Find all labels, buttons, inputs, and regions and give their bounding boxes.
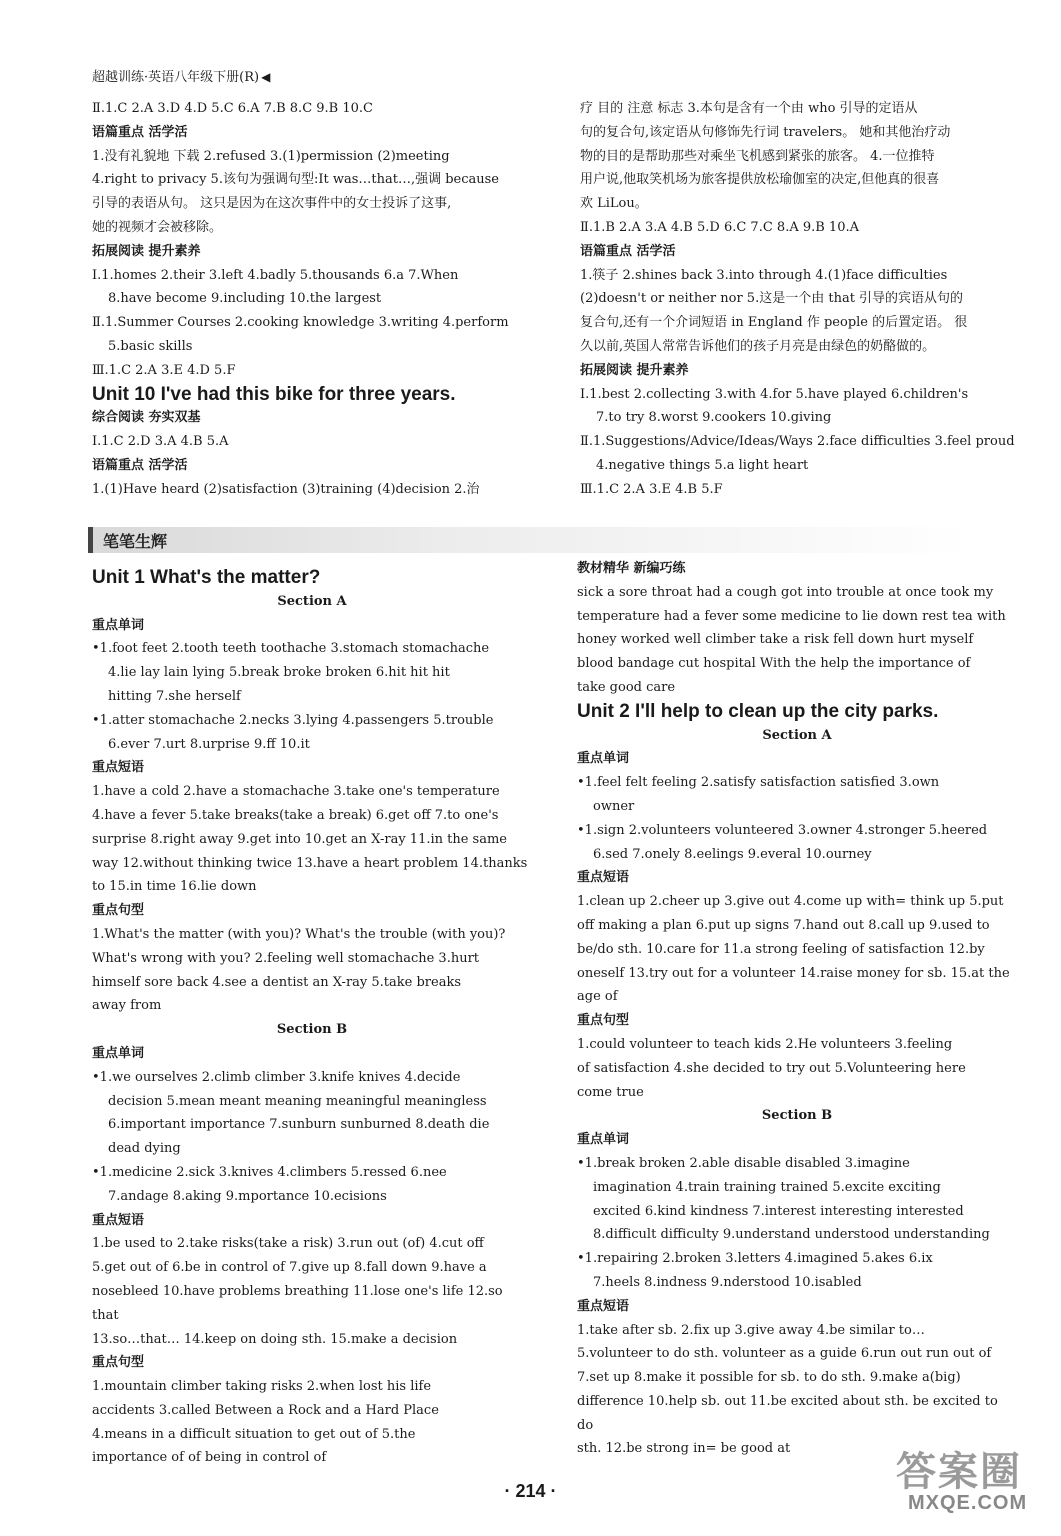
answer-line: 4.have a fever 5.take breaks(take a break) 6.get off 7.to one's [92, 807, 499, 823]
watermark-logo [888, 1440, 1038, 1522]
answer-line: take good care [577, 679, 676, 695]
answer-line: Ⅱ.1.C 2.A 3.D 4.D 5.C 6.A 7.B 8.C 9.B 10.C [92, 101, 373, 116]
section-label: Section A [762, 727, 832, 743]
answer-line: •1.feel felt feeling 2.satisfy satisfaction satisfied 3.own [577, 775, 940, 791]
page-number: · 214 · [504, 1481, 557, 1501]
answer-line: 物的目的是帮助那些对乘坐飞机感到紧张的旅客。 4.一位推特 [580, 148, 935, 164]
section-heading: 语篇重点 活学活 [580, 243, 676, 259]
answer-line: 1.be used to 2.take risks(take a risk) 3.run out (of) 4.cut off [92, 1236, 484, 1252]
answer-line: 句的复合句,该定语从句修饰先行词 travelers。 她和其他治疗动 [580, 124, 951, 140]
answer-line: of satisfaction 4.she decided to try out 5.Volunteering here [577, 1060, 966, 1076]
answer-line: 13.so…that… 14.keep on doing sth. 15.make a decision [92, 1331, 458, 1347]
answer-line: Ⅰ.1.C 2.D 3.A 4.B 5.A [92, 434, 229, 450]
answer-line: excited 6.kind kindness 7.interest interesting interested [593, 1203, 964, 1219]
answer-line: 1.have a cold 2.have a stomachache 3.take one's temperature [92, 784, 500, 800]
answer-line: 5.basic skills [108, 338, 193, 354]
answer-line: to 15.in time 16.lie down [92, 879, 257, 895]
answer-line: Ⅱ.1.Summer Courses 2.cooking knowledge 3.writing 4.perform [92, 315, 509, 331]
answer-line: surprise 8.right away 9.get into 10.get an X-ray 11.in the same [92, 831, 507, 847]
section-heading: 拓展阅读 提升素养 [580, 362, 689, 378]
answer-line: Ⅰ.1.best 2.collecting 3.with 4.for 5.have played 6.children's [580, 386, 969, 402]
answers-top-right-column [580, 97, 1020, 502]
answer-line: •1.we ourselves 2.climb climber 3.knife knives 4.decide [92, 1069, 461, 1085]
answer-line: 4.lie lay lain lying 5.break broke broken 6.hit hit hit [108, 665, 450, 681]
answer-line: accidents 3.called Between a Rock and a Hard Place [92, 1402, 439, 1418]
answer-line: way 12.without thinking twice 13.have a heart problem 14.thanks [92, 855, 528, 871]
section-banner-title: 笔笔生辉 [103, 532, 168, 551]
answer-line: nosebleed 10.have problems breathing 11.lose one's life 12.so that [92, 1283, 503, 1323]
answer-line: •1.foot feet 2.tooth teeth toothache 3.stomach stomachache [92, 641, 490, 657]
answer-line: •1.sign 2.volunteers volunteered 3.owner 4.stronger 5.heered [577, 822, 988, 838]
answer-line: 1.could volunteer to teach kids 2.He volunteers 3.feeling [577, 1036, 953, 1052]
unit-title: Unit 2 I'll help to clean up the city parks. [577, 700, 939, 722]
answers-bottom-right-column [577, 557, 1017, 1461]
section-heading: 重点短语 [577, 870, 630, 886]
answer-line: •1.break broken 2.able disable disabled 3.imagine [577, 1155, 910, 1171]
section-heading: 重点句型 [92, 903, 145, 919]
section-heading: 综合阅读 夯实双基 [92, 410, 201, 426]
section-heading: 重点单词 [92, 617, 145, 633]
answer-line: 6.important importance 7.sunburn sunburned 8.death die [108, 1117, 490, 1133]
section-heading: 重点短语 [92, 1212, 145, 1228]
answer-line: 1.take after sb. 2.fix up 3.give away 4.be similar to… [577, 1322, 925, 1338]
answer-line: 她的视频才会被移除。 [92, 219, 223, 235]
answer-line: 欢 LiLou。 [580, 196, 648, 212]
answer-line: •1.medicine 2.sick 3.knives 4.climbers 5.ressed 6.nee [92, 1164, 447, 1180]
answer-line: 7.heels 8.indness 9.nderstood 10.isabled [593, 1274, 862, 1290]
header-title: 超越训练·英语八年级下册(R) [92, 70, 260, 85]
answer-line: 4.right to privacy 5.该句为强调句型:It was…that…,强调 because [92, 172, 499, 188]
answer-line: 复合句,还有一个介词短语 in England 作 people 的后置定语。 很 [580, 315, 968, 331]
answer-line: oneself 13.try out for a volunteer 14.raise money for sb. 15.at the [577, 965, 1010, 981]
answer-line: dead dying [108, 1141, 181, 1157]
answers-bottom-left-column [92, 566, 532, 1470]
unit-title: Unit 10 I've had this bike for three years. [92, 383, 456, 405]
section-heading: 教材精华 新编巧练 [577, 561, 686, 576]
section-label: Section B [761, 1108, 833, 1124]
answer-line: What's wrong with you? 2.feeling well stomachache 3.hurt [92, 950, 480, 966]
answer-line: blood bandage cut hospital With the help the importance of [577, 656, 971, 672]
answer-line: himself sore back 4.see a dentist an X-ray 5.take breaks [92, 974, 461, 990]
answer-line: 1.(1)Have heard (2)satisfaction (3)training (4)decision 2.治 [92, 481, 480, 497]
answer-line: Ⅱ.1.B 2.A 3.A 4.B 5.D 6.C 7.C 8.A 9.B 10.A [580, 219, 859, 235]
section-label: Section B [276, 1022, 348, 1038]
section-heading: 重点短语 [577, 1298, 630, 1314]
answer-line: difference 10.help sb. out 11.be excited about sth. be excited to do [577, 1393, 998, 1433]
answer-line: 8.difficult difficulty 9.understand understood understanding [593, 1227, 990, 1243]
answer-line: be/do sth. 10.care for 11.a strong feeling of satisfaction 12.by [577, 941, 985, 957]
answer-line: importance of of being in control of [92, 1450, 327, 1466]
section-heading: 语篇重点 活学活 [92, 124, 188, 140]
answer-line: off making a plan 6.put up signs 7.hand out 8.call up 9.used to [577, 917, 990, 933]
answer-line: Ⅲ.1.C 2.A 3.E 4.B 5.F [580, 481, 723, 497]
answer-line: 1.What's the matter (with you)? What's the trouble (with you)? [92, 926, 506, 942]
section-heading: 重点句型 [577, 1013, 630, 1029]
section-heading: 重点短语 [92, 760, 145, 776]
section-heading: 重点单词 [92, 1045, 145, 1061]
answer-line: 1.筷子 2.shines back 3.into through 4.(1)face difficulties [580, 267, 948, 283]
section-heading: 重点句型 [92, 1355, 145, 1371]
answer-line: 1.mountain climber taking risks 2.when lost his life [92, 1379, 432, 1395]
section-heading: 重点单词 [577, 1132, 630, 1148]
watermark-line1: 答案圈 [896, 1449, 1022, 1495]
answer-line: 7.set up 8.make it possible for sb. to do sth. 9.make a(big) [577, 1370, 961, 1386]
answer-line: Ⅲ.1.C 2.A 3.E 4.D 5.F [92, 362, 236, 378]
answer-line: sth. 12.be strong in= be good at [577, 1441, 791, 1457]
answer-line: Ⅰ.1.homes 2.their 3.left 4.badly 5.thousands 6.a 7.When [92, 267, 459, 283]
answers-top-left-column [92, 97, 542, 502]
answer-line: age of [577, 989, 618, 1005]
answer-line: 5.get out of 6.be in control of 7.give up 8.fall down 9.have a [92, 1260, 487, 1276]
running-header [92, 66, 270, 85]
answer-line: imagination 4.train training trained 5.excite exciting [593, 1179, 941, 1195]
answer-line: decision 5.mean meant meaning meaningful meaningless [108, 1093, 487, 1109]
answer-line: 引导的表语从句。 这只是因为在这次事件中的女士投诉了这事, [92, 196, 452, 212]
watermark-line2: MXQE.COM [908, 1492, 1028, 1514]
answer-line: 久以前,英国人常常告诉他们的孩子月亮是由绿色的奶酪做的。 [580, 338, 936, 354]
answer-line: temperature had a fever some medicine to lie down rest tea with [577, 608, 1006, 624]
section-banner [88, 527, 973, 553]
answer-line: 1.clean up 2.cheer up 3.give out 4.come up with= think up 5.put [577, 894, 1004, 910]
answer-line: •1.repairing 2.broken 3.letters 4.imagined 5.akes 6.ix [577, 1251, 933, 1267]
answer-line: sick a sore throat had a cough got into trouble at once took my [577, 584, 994, 600]
answer-line: 8.have become 9.including 10.the largest [108, 291, 382, 307]
section-label: Section A [277, 593, 347, 609]
answer-line: come true [577, 1084, 644, 1100]
answer-line: 4.negative things 5.a light heart [596, 457, 809, 473]
answer-line: Ⅱ.1.Suggestions/Advice/Ideas/Ways 2.face difficulties 3.feel proud [580, 434, 1015, 450]
section-heading: 重点单词 [577, 751, 630, 767]
answer-line: (2)doesn't or neither nor 5.这是一个由 that 引导的宾语从句的 [580, 291, 964, 307]
answer-line: hitting 7.she herself [108, 688, 241, 704]
answer-line: 用户说,他取笑机场为旅客提供放松瑜伽室的决定,但他真的很喜 [580, 172, 940, 188]
answer-line: 7.to try 8.worst 9.cookers 10.giving [596, 410, 832, 426]
section-heading: 语篇重点 活学活 [92, 457, 188, 473]
answer-line: 6.ever 7.urt 8.urprise 9.ff 10.it [108, 736, 310, 752]
answer-line: 疗 目的 注意 标志 3.本句是含有一个由 who 引导的定语从 [580, 101, 918, 116]
answer-line: 6.sed 7.onely 8.eelings 9.everal 10.ourney [593, 846, 872, 862]
answer-line: 7.andage 8.aking 9.mportance 10.ecisions [108, 1188, 387, 1204]
answer-line: •1.atter stomachache 2.necks 3.lying 4.passengers 5.trouble [92, 712, 494, 728]
answer-line: 5.volunteer to do sth. volunteer as a guide 6.run out run out of [577, 1346, 992, 1362]
section-heading: 拓展阅读 提升素养 [92, 243, 201, 259]
triangle-marker-icon: ◀ [261, 70, 271, 84]
answer-line: honey worked well climber take a risk fell down hurt myself [577, 632, 974, 648]
unit-title: Unit 1 What's the matter? [92, 567, 321, 588]
answer-line: 1.没有礼貌地 下载 2.refused 3.(1)permission (2)meeting [92, 148, 450, 164]
answer-line: away from [92, 998, 162, 1014]
answer-line: owner [593, 798, 635, 814]
answer-line: 4.means in a difficult situation to get out of 5.the [92, 1426, 416, 1442]
